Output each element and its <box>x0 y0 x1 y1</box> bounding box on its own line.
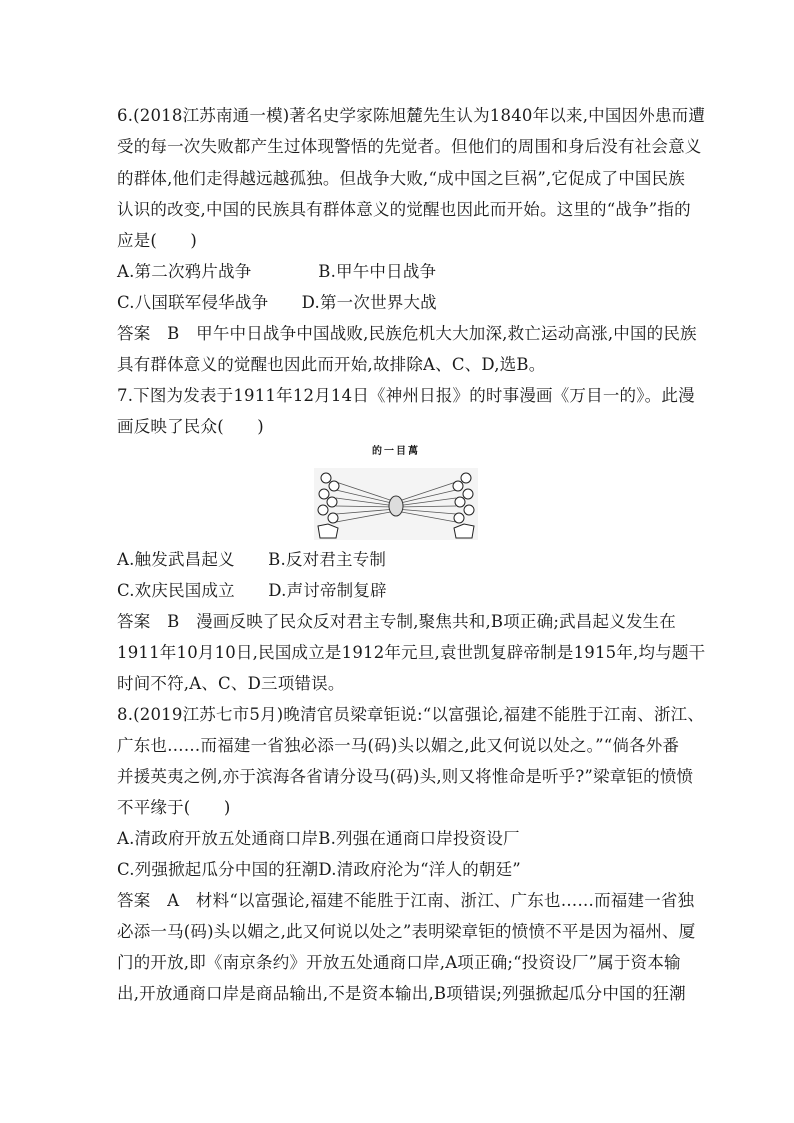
option-line: A.触发武昌起义 B.反对君主专制 <box>117 550 387 569</box>
text-line: 7.下图为发表于1911年12月14日《神州日报》的时事漫画《万目一的》。此漫 <box>117 386 695 405</box>
text-line: 应是( ) <box>117 231 198 250</box>
cartoon-figure <box>314 442 478 542</box>
text-line: 广东也……而福建一省独必添一马(码)头以媚之,此又何说以处之。”“倘各外番 <box>117 736 680 755</box>
cartoon-illustration <box>314 468 478 540</box>
answer-line: 具有群体意义的觉醒也因此而开始,故排除A、C、D,选B。 <box>117 355 546 374</box>
option-line: C.欢庆民国成立 D.声讨帝制复辟 <box>117 581 387 600</box>
cartoon-caption: 的一目萬 <box>372 446 420 457</box>
text-line: 画反映了民众( ) <box>117 417 264 436</box>
answer-line: 答案 A 材料“以富强论,福建不能胜于江南、浙江、广东也……而福建一省独 <box>117 891 695 910</box>
option-line: A.清政府开放五处通商口岸B.列强在通商口岸投资设厂 <box>117 829 520 848</box>
option-line: A.第二次鸦片战争 B.甲午中日战争 <box>117 262 437 281</box>
text-line: 不平缘于( ) <box>117 798 231 817</box>
text-line: 受的每一次失败都产生过体现警悟的先觉者。但他们的周围和身后没有社会意义 <box>117 137 702 156</box>
text-line: 8.(2019江苏七市5月)晚清官员梁章钜说:“以富强论,福建不能胜于江南、浙江、 <box>117 705 705 724</box>
text-line: 并援英夷之例,亦于滨海各省请分设马(码)头,则又将惟命是听乎?”梁章钜的愤愤 <box>117 767 694 786</box>
option-line: C.八国联军侵华战争 D.第一次世界大战 <box>117 293 437 312</box>
answer-line: 答案 B 甲午中日战争中国战败,民族危机大大加深,救亡运动高涨,中国的民族 <box>117 324 697 343</box>
text-line: 的群体,他们走得越远越孤独。但战争大败,“成中国之巨祸”,它促成了中国民族 <box>117 169 686 188</box>
option-line: C.列强掀起瓜分中国的狂潮D.清政府沦为“洋人的朝廷” <box>117 860 521 879</box>
answer-line: 门的开放,即《南京条约》开放五处通商口岸,A项正确;“投资设厂”属于资本输 <box>117 953 681 972</box>
answer-line: 时间不符,A、C、D三项错误。 <box>117 674 345 693</box>
answer-line: 必添一马(码)头以媚之,此又何说以处之”表明梁章钜的愤愤不平是因为福州、厦 <box>117 922 696 941</box>
text-line: 认识的改变,中国的民族具有群体意义的觉醒也因此而开始。这里的“战争”指的 <box>117 200 691 219</box>
answer-line: 出,开放通商口岸是商品输出,不是资本输出,B项错误;列强掀起瓜分中国的狂潮 <box>117 984 686 1003</box>
text-line: 6.(2018江苏南通一模)著名史学家陈旭麓先生认为1840年以来,中国因外患而遭 <box>117 106 706 125</box>
answer-line: 答案 B 漫画反映了民众反对君主专制,聚焦共和,B项正确;武昌起义发生在 <box>117 612 676 631</box>
answer-line: 1911年10月10日,民国成立是1912年元旦,袁世凯复辟帝制是1915年,均与题干 <box>117 643 706 662</box>
